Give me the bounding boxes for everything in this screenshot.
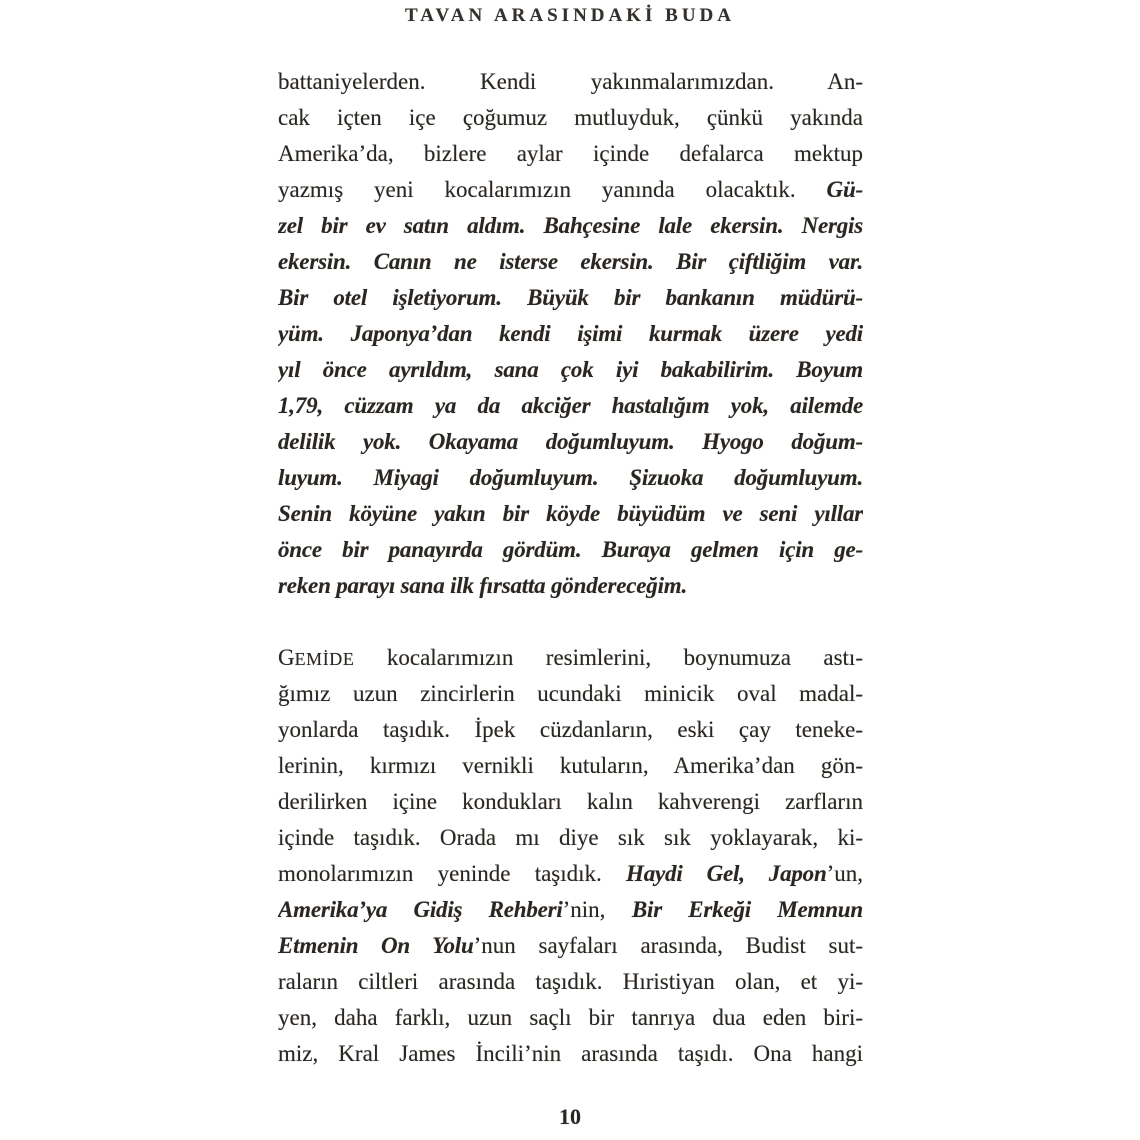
text-line <box>278 316 863 352</box>
text-segment: yen, daha farklı, uzun saçlı bir tanrıya dua eden biri- <box>278 1005 863 1030</box>
text-segment: G <box>278 645 295 670</box>
text-line <box>278 892 863 928</box>
text-line <box>278 496 863 532</box>
text-segment: yonlarda taşıdık. İpek cüzdanların, eski çay teneke- <box>278 717 863 742</box>
text-line <box>278 640 863 676</box>
italic-text-segment: 1,79, cüzzam ya da akciğer hastalığım yok, ailemde <box>278 393 863 418</box>
text-line <box>278 820 863 856</box>
paragraph-gemide <box>278 640 863 1072</box>
italic-text-segment: Bir Erkeği Memnun <box>631 897 863 922</box>
italic-text-segment: Senin köyüne yakın bir köyde büyüdüm ve seni yıllar <box>278 501 863 526</box>
running-header: TAVAN ARASINDAKİ BUDA <box>405 5 735 26</box>
text-line <box>278 280 863 316</box>
text-segment: derilirken içine kondukları kalın kahverengi zarfların <box>278 789 863 814</box>
text-segment: ’nun sayfaları arasında, Budist sut- <box>473 933 863 958</box>
italic-text-segment: önce bir panayırda gördüm. Buraya gelmen için ge- <box>278 537 863 562</box>
italic-text-segment: ekersin. Canın ne isterse ekersin. Bir çiftliğim var. <box>278 249 863 274</box>
italic-text-segment: Haydi Gel, Japon <box>626 861 827 886</box>
text-line <box>278 100 863 136</box>
text-segment: ğımız uzun zincirlerin ucundaki minicik oval madal- <box>278 681 863 706</box>
text-segment: lerinin, kırmızı vernikli kutuların, Amerika’dan gön- <box>278 753 863 778</box>
italic-text-segment: Amerika’ya Gidiş Rehberi <box>278 897 563 922</box>
text-segment: ’nin, <box>562 897 632 922</box>
italic-text-segment: zel bir ev satın aldım. Bahçesine lale ekersin. Nergis <box>278 213 863 238</box>
text-line <box>278 424 863 460</box>
italic-text-segment: yıl önce ayrıldım, sana çok iyi bakabilirim. Boyum <box>278 357 863 382</box>
text-segment: miz, Kral James İncili’nin arasında taşıdı. Ona hangi <box>278 1041 863 1066</box>
paragraph-letter-promises <box>278 64 863 604</box>
text-segment: cak içten içe çoğumuz mutluyduk, çünkü yakında <box>278 105 863 130</box>
italic-text-segment: Gü- <box>826 177 863 202</box>
text-line <box>278 712 863 748</box>
text-line <box>278 388 863 424</box>
text-segment: yazmış yeni kocalarımızın yanında olacaktık. <box>278 177 827 202</box>
italic-text-segment: luyum. Miyagi doğumluyum. Şizuoka doğumluyum. <box>278 465 863 490</box>
text-line <box>278 928 863 964</box>
text-line <box>278 856 863 892</box>
text-line <box>278 244 863 280</box>
text-line <box>278 172 863 208</box>
text-segment: battaniyelerden. Kendi yakınmalarımızdan. An- <box>278 69 863 94</box>
text-line <box>278 676 863 712</box>
italic-text-segment: yüm. Japonya’dan kendi işimi kurmak üzere yedi <box>278 321 863 346</box>
text-segment: içinde taşıdık. Orada mı diye sık sık yoklayarak, ki- <box>278 825 863 850</box>
italic-text-segment: reken parayı sana ilk fırsatta göndereceğim. <box>278 573 688 598</box>
smallcaps-text-segment: EMİDE <box>294 649 355 669</box>
text-segment: kocalarımızın resimlerini, boynumuza astı- <box>354 645 863 670</box>
text-line <box>278 136 863 172</box>
text-line <box>278 352 863 388</box>
page-number: 10 <box>559 1104 581 1129</box>
body-text-block <box>278 64 863 1072</box>
text-segment: Amerika’da, bizlere aylar içinde defalarca mektup <box>278 141 863 166</box>
text-line <box>278 568 863 604</box>
italic-text-segment: delilik yok. Okayama doğumluyum. Hyogo doğum- <box>278 429 863 454</box>
italic-text-segment: Bir otel işletiyorum. Büyük bir bankanın müdürü- <box>278 285 863 310</box>
text-line <box>278 1000 863 1036</box>
text-line <box>278 748 863 784</box>
text-line <box>278 964 863 1000</box>
text-line <box>278 208 863 244</box>
text-line <box>278 532 863 568</box>
text-segment: raların ciltleri arasında taşıdık. Hıristiyan olan, et yi- <box>278 969 863 994</box>
text-line <box>278 64 863 100</box>
text-line <box>278 1036 863 1072</box>
text-segment: monolarımızın yeninde taşıdık. <box>278 861 627 886</box>
text-segment: ’un, <box>826 861 863 886</box>
text-line <box>278 784 863 820</box>
text-line <box>278 460 863 496</box>
italic-text-segment: Etmenin On Yolu <box>278 933 474 958</box>
